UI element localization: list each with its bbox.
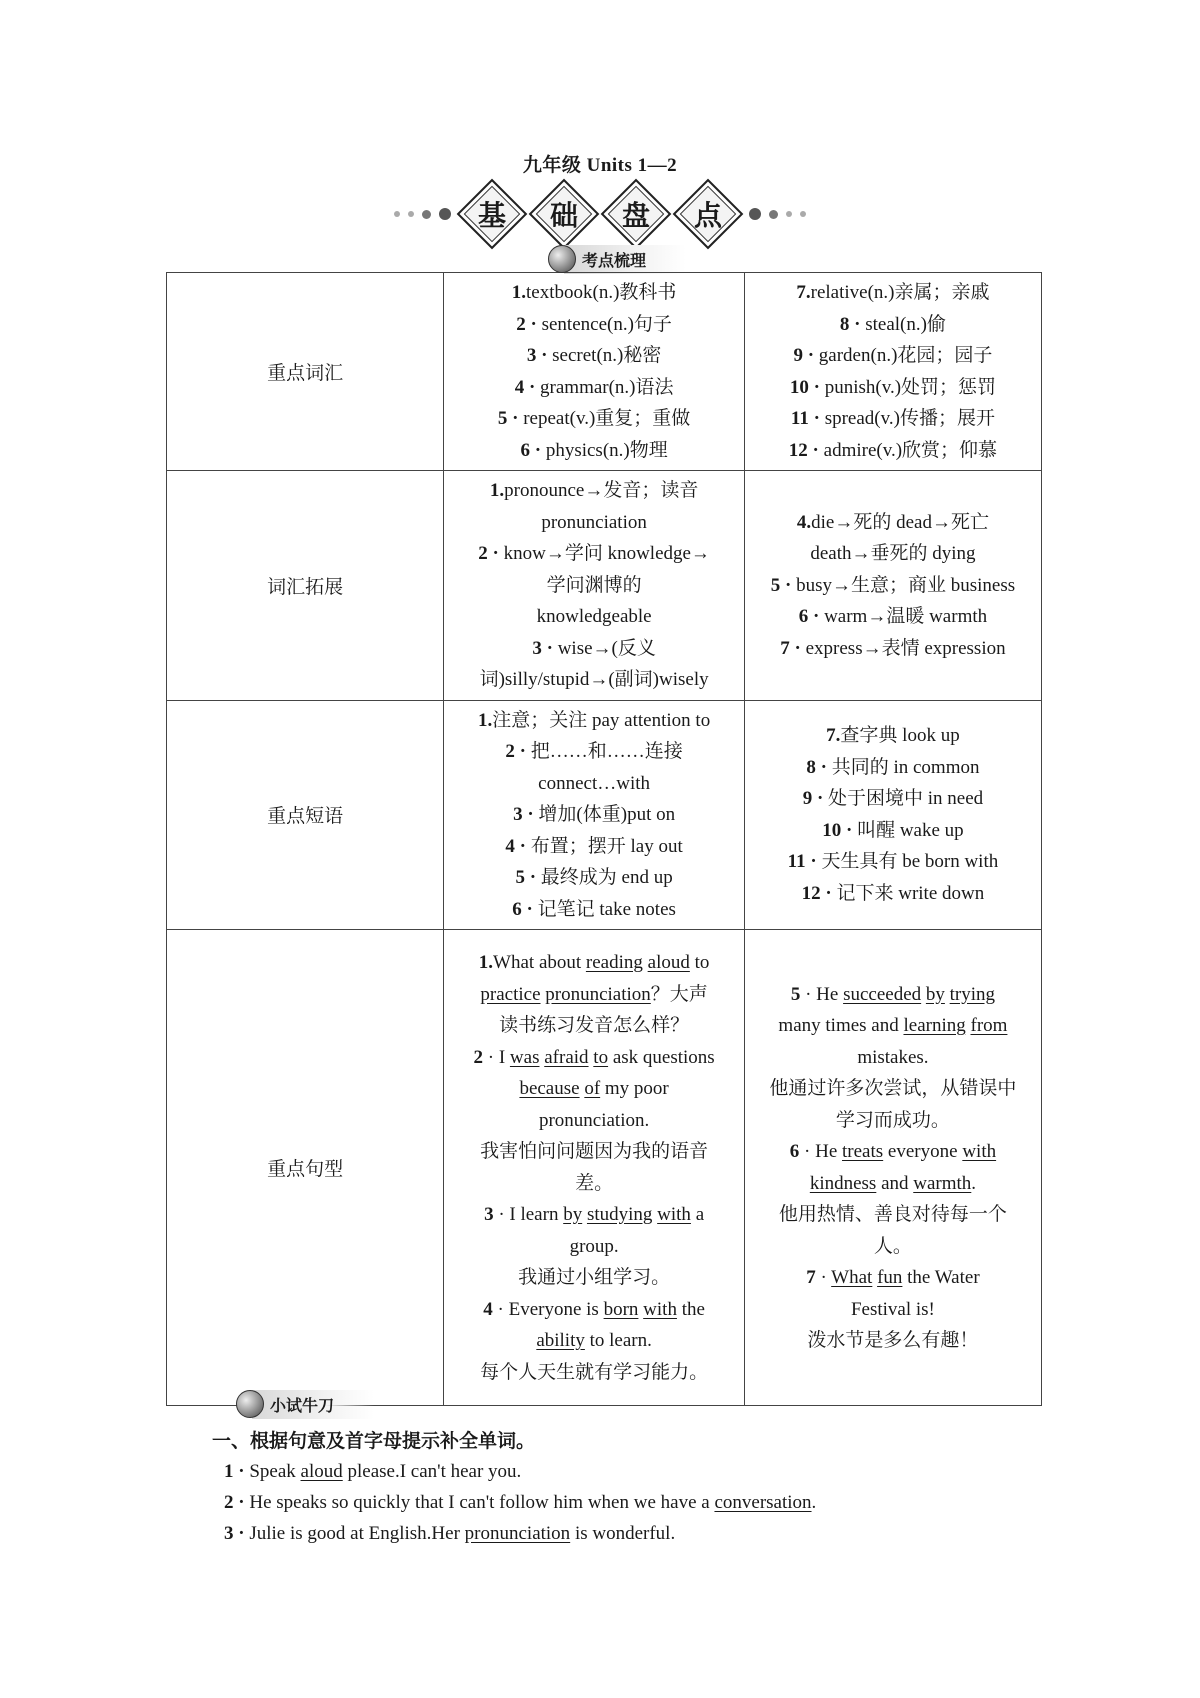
exercise-item: 2 · He speaks so quickly that I can't follow him when we have a conversation.: [224, 1492, 817, 1513]
table-line: 7.查字典 look up: [826, 725, 960, 747]
sentence-line: Festival is!: [850, 1298, 935, 1320]
row-category: 词汇拓展: [167, 471, 444, 701]
section-label-practice: 小试牛刀: [236, 1389, 374, 1419]
cell-col1: [444, 471, 745, 701]
table-line: 10 · punish(v.)处罚；惩罚: [789, 376, 997, 398]
sentence-line: practice pronunciation？大声: [480, 983, 708, 1005]
sentence-line: 7 · What fun the Water: [806, 1267, 980, 1288]
table-line: 9 · 处于困境中 in need: [802, 788, 984, 810]
sentence-line: 每个人天生就有学习能力。: [480, 1361, 709, 1383]
table-line: 10 · 叫醒 wake up: [822, 819, 964, 841]
banner-diamond: 础: [529, 179, 600, 250]
sentence-line: 他通过许多次尝试，从错误中: [769, 1078, 1017, 1099]
sentence-line: 读书练习发音怎么样？: [499, 1015, 690, 1036]
table-line: 1.textbook(n.)教科书: [511, 282, 677, 303]
sentence-line: pronunciation.: [538, 1109, 650, 1131]
table-line: 6 · warm→温暖 warmth: [798, 606, 988, 627]
banner-diamond: 点: [673, 179, 744, 250]
table-line: 2 · know→学问 knowledge→: [478, 543, 710, 564]
table-line: 6 · 记笔记 take notes: [512, 898, 676, 920]
sentence-line: 1.What about reading aloud to: [478, 952, 710, 973]
table-row: [167, 700, 1042, 930]
table-line: 5 · 最终成为 end up: [515, 867, 673, 888]
cell-col2: [744, 471, 1041, 701]
ball-icon: [548, 245, 576, 273]
table-line: 7.relative(n.)亲属；亲戚: [796, 282, 990, 303]
answer-text: pronunciation: [464, 1523, 571, 1544]
sentence-line: ability to learn.: [536, 1330, 652, 1351]
table-line: pronunciation: [541, 511, 647, 533]
cell-col2: [744, 273, 1041, 471]
table-line: 词)silly/stupid→(副词)wisely: [479, 669, 709, 690]
table-line: 11 · spread(v.)传播；展开: [790, 408, 995, 429]
banner-dots-right: [749, 208, 806, 220]
sentence-line: many times and learning from: [778, 1015, 1008, 1036]
sentence-line: 差。: [575, 1172, 614, 1194]
sentence-line: 3 · I learn by studying with a: [484, 1204, 705, 1225]
section-label-review: 考点梳理: [548, 244, 686, 274]
sentence-line: because of my poor: [519, 1078, 669, 1099]
table-line: 3 · 增加(体重)put on: [513, 804, 676, 825]
table-line: 1.pronounce→发音；读音: [489, 480, 699, 501]
table-line: death→垂死的 dying: [810, 543, 976, 564]
table-line: 12 · 记下来 write down: [801, 882, 985, 904]
table-row: [167, 471, 1042, 701]
row-category: 重点句型: [167, 930, 444, 1406]
sentence-line: 他用热情、善良对待每一个: [778, 1204, 1007, 1225]
table-line: 5 · repeat(v.)重复；重做: [497, 408, 691, 429]
table-line: 8 · 共同的 in common: [806, 756, 980, 778]
row-category: 重点短语: [167, 700, 444, 930]
banner-diamond: 基: [457, 179, 528, 250]
cell-col2: [744, 930, 1041, 1406]
sentence-line: 我通过小组学习。: [518, 1267, 671, 1288]
table-line: 12 · admire(v.)欣赏；仰慕: [788, 439, 998, 461]
sentence-line: 人。: [873, 1235, 912, 1257]
sentence-line: 5 · He succeeded by trying: [790, 983, 996, 1005]
table-line: 9 · garden(n.)花园；园子: [793, 345, 993, 366]
table-row: [167, 273, 1042, 471]
sentence-line: mistakes.: [857, 1046, 929, 1068]
sentence-line: 学习而成功。: [835, 1109, 950, 1131]
table-line: connect…with: [538, 772, 651, 794]
cell-col1: [444, 700, 745, 930]
sentence-line: 我害怕问问题因为我的语音: [480, 1141, 709, 1162]
page-title: 九年级 Units 1—2: [522, 155, 678, 176]
table-line: 5 · busy→生意；商业 business: [770, 574, 1016, 596]
table-line: 7 · express→表情 expression: [780, 637, 1006, 659]
banner-diamond: 盘: [601, 179, 672, 250]
cell-col1: [444, 273, 745, 471]
banner-dots-left: [394, 208, 451, 220]
table-line: knowledgeable: [536, 606, 652, 627]
sentence-line: kindness and warmth.: [809, 1172, 977, 1194]
table-line: 4 · grammar(n.)语法: [514, 376, 674, 398]
exercise-list: [224, 1456, 816, 1549]
table-line: 6 · physics(n.)物理: [520, 439, 668, 461]
table-line: 3 · secret(n.)秘密: [526, 345, 662, 366]
cell-col2: [744, 700, 1041, 930]
table-line: 学问渊博的: [546, 574, 642, 596]
table-line: 4 · 布置；摆开 lay out: [505, 835, 683, 857]
cell-col1: [444, 930, 745, 1406]
answer-text: conversation: [714, 1492, 812, 1513]
banner: [0, 186, 1200, 242]
sentence-line: group.: [569, 1235, 619, 1257]
review-table: [166, 272, 1042, 1406]
row-category: 重点词汇: [167, 273, 444, 471]
answer-text: aloud: [300, 1461, 343, 1482]
table-row: [167, 930, 1042, 1406]
table-line: 3 · wise→(反义: [532, 637, 656, 659]
table-line: 2 · sentence(n.)句子: [516, 313, 672, 335]
sentence-line: 6 · He treats everyone with: [789, 1141, 997, 1162]
sentence-line: 4 · Everyone is born with the: [483, 1298, 705, 1320]
table-line: 1.注意；关注 pay attention to: [478, 709, 711, 731]
exercise-item: 1 · Speak aloud please.I can't hear you.: [224, 1461, 522, 1482]
table-line: 4.die→死的 dead→死亡: [796, 511, 989, 533]
exercise-heading: 一、根据句意及首字母提示补全单词。: [212, 1430, 536, 1452]
sentence-line: 2 · I was afraid to ask questions: [473, 1046, 715, 1068]
table-line: 2 · 把……和……连接: [505, 741, 683, 762]
exercise-item: 3 · Julie is good at English.Her pronunciation is wonderful.: [224, 1523, 676, 1544]
sentence-line: 泼水节是多么有趣！: [807, 1330, 979, 1351]
table-line: 8 · steal(n.)偷: [839, 313, 946, 335]
table-line: 11 · 天生具有 be born with: [787, 851, 999, 873]
ball-icon: [236, 1390, 264, 1418]
